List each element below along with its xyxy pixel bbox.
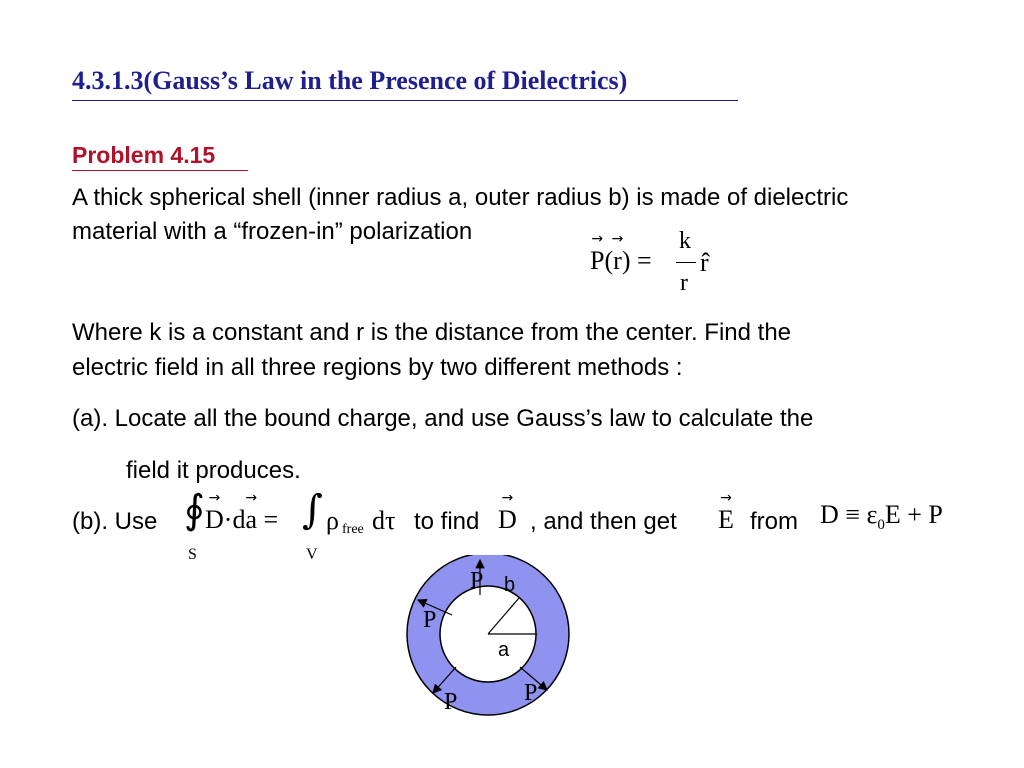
fraction-denominator: r bbox=[680, 270, 688, 296]
r-vector: → r bbox=[613, 246, 622, 276]
problem-underline bbox=[72, 170, 248, 171]
label-P-bottom-right: P bbox=[524, 680, 538, 706]
paragraph2-line1: Where k is a constant and r is the distance from the center. Find the bbox=[72, 319, 792, 346]
relation-e-plus-p: E + P bbox=[884, 500, 943, 529]
constitutive-relation bbox=[820, 500, 943, 534]
part-a-line2: field it produces. bbox=[126, 457, 301, 484]
and-then-get-text: , and then get bbox=[530, 508, 677, 535]
paragraph1-line2: material with a “frozen-in” polarization bbox=[72, 218, 473, 245]
label-b: b bbox=[504, 574, 516, 596]
free-subscript: free bbox=[342, 522, 364, 537]
paragraph2-line2: electric field in all three regions by two different methods : bbox=[72, 354, 683, 381]
dtau: dτ bbox=[372, 506, 396, 535]
integral-lhs: → D·d→ a = bbox=[205, 505, 278, 535]
D-vector: → D bbox=[205, 505, 224, 535]
volume-integral-sign: ∫ bbox=[302, 487, 323, 533]
label-a: a bbox=[498, 639, 510, 661]
volume-label: V bbox=[306, 546, 318, 563]
polarization-lhs: → P(→ r) = bbox=[590, 246, 652, 276]
a-vector: → a bbox=[245, 505, 257, 535]
closed-surface-integral-sign: ∮ bbox=[184, 487, 205, 533]
label-P-left: P bbox=[423, 607, 437, 633]
from-text: from bbox=[750, 508, 798, 535]
E-vector: → E bbox=[718, 505, 734, 535]
unit-vector-r-hat: r̂ bbox=[700, 248, 709, 277]
title-underline bbox=[72, 100, 738, 101]
rho-symbol: ρ bbox=[326, 506, 339, 535]
part-a-line1: (a). Locate all the bound charge, and use Gauss’s law to calculate the bbox=[72, 405, 814, 432]
label-P-bottom-left: P bbox=[444, 689, 458, 715]
to-find-text: to find bbox=[414, 508, 480, 535]
problem-heading: Problem 4.15 bbox=[72, 142, 216, 168]
relation-d-equiv-eps: D ≡ ε bbox=[820, 500, 878, 529]
paragraph1-line1: A thick spherical shell (inner radius a, outer radius b) is made of dielectric bbox=[72, 184, 849, 211]
label-P-top: P bbox=[470, 568, 484, 594]
section-title: 4.3.1.3(Gauss’s Law in the Presence of Dielectrics) bbox=[72, 66, 628, 95]
fraction-bar bbox=[676, 262, 696, 263]
part-b-prefix: (b). Use bbox=[72, 508, 158, 535]
surface-label: S bbox=[188, 546, 197, 563]
fraction-numerator: k bbox=[679, 228, 691, 254]
epsilon-zero-subscript: 0 bbox=[877, 517, 885, 534]
P-vector: → P bbox=[590, 246, 604, 276]
shell-diagram bbox=[400, 555, 580, 735]
D-vector-2: → D bbox=[498, 505, 517, 535]
